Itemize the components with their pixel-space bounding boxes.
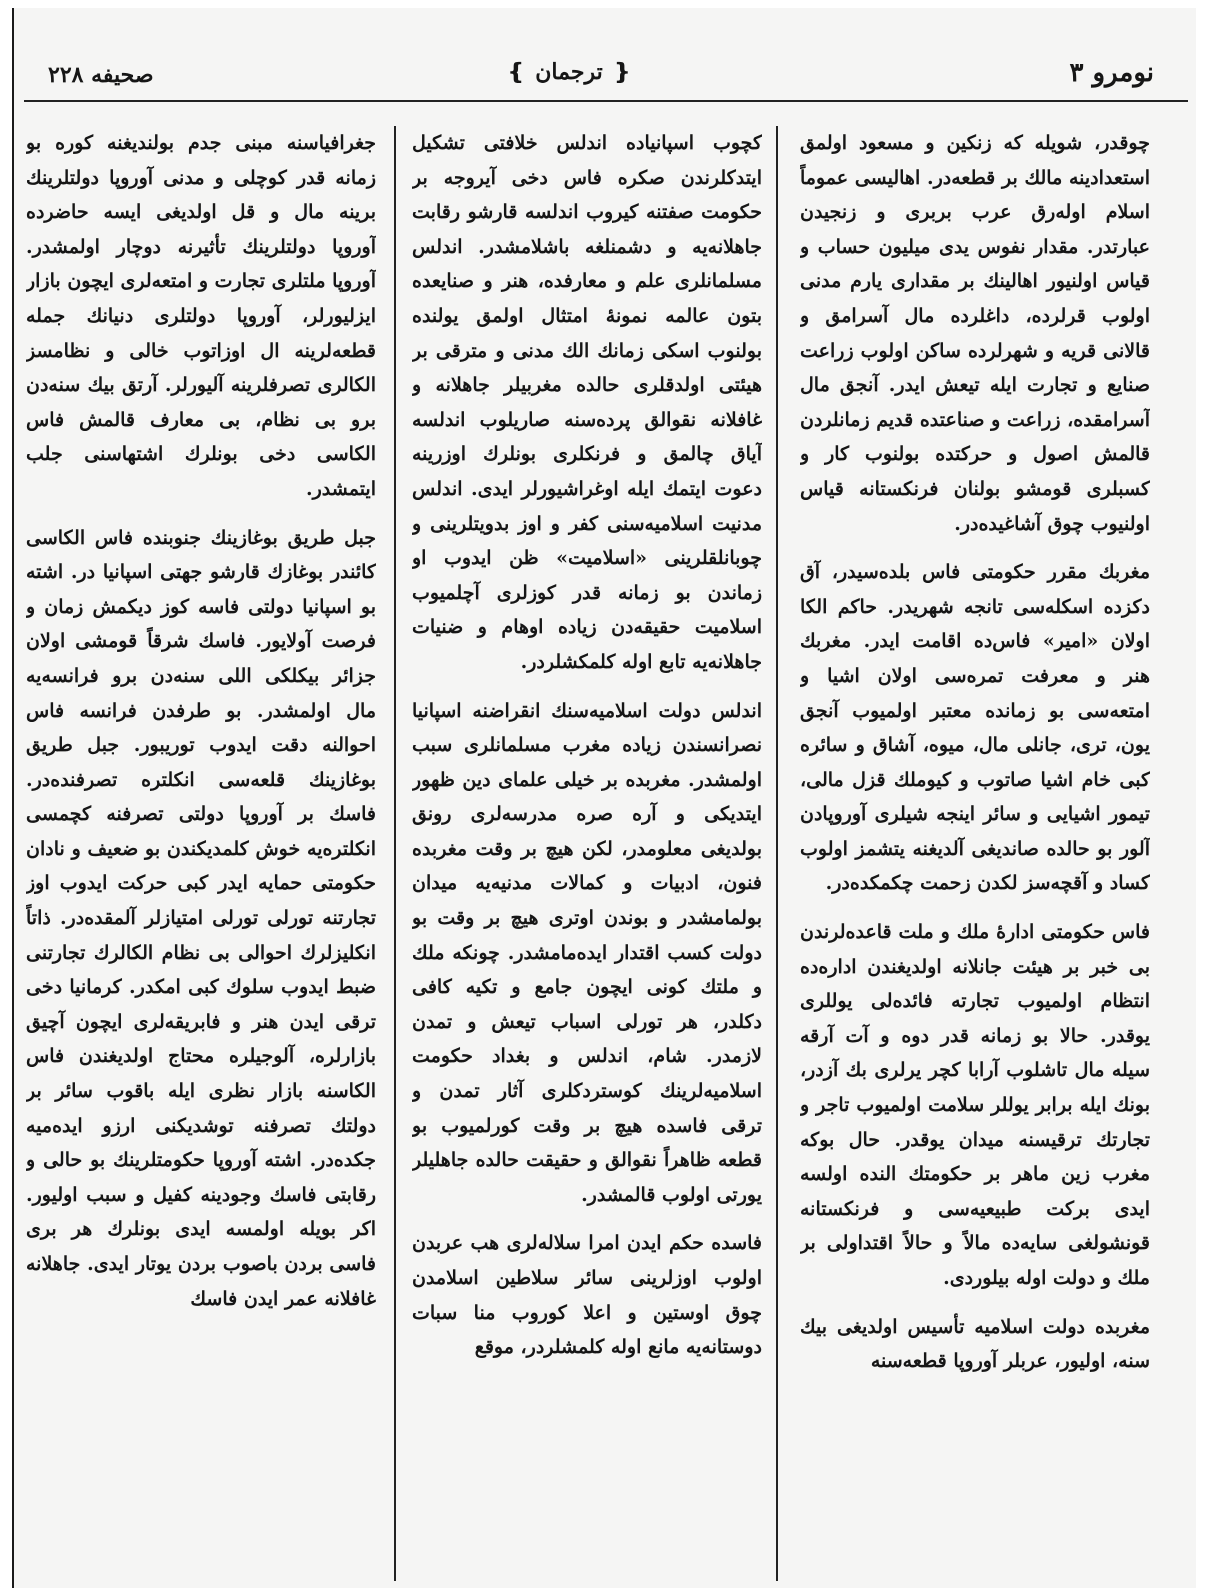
paragraph: جبل طریق بوغازینك جنوبنده فاس الکاسی کائندر بوغازك قارشو جهتی اسپانیا در. اشته بو اسپانیا دولتی فاسه کوز دیکمش زمان و فرصت آولایور. فاسك شرقاً قومشی اولان جزائر بیکلکی اللی سنه‌دن برو فرانسه‌یه مال اولمشدر. بو طرفدن فرانسه فاس احوالنه دقت ایدوب توریبور. جبل طریق بوغازینك قلعه‌سی انکلتره تصرفنده‌در. فاسك بر آوروپا دولتی تصرفنه کچمسی انکلتره‌یه خوش کلمدیکندن بو ضعیف و نادان حکومتی حمایه ایدر کبی حرکت ایدوب اوز تجارتنه تورلی تورلی امتیازلر آلمقده‌در. ذاتاً انکلیزلرك احوالی بی نظام الکالرك تجارتنی ضبط ایدوب سلوك کبی امکدر. کرمانیا دخی ترقی ایدن هنر و فابریقه‌لری ایچون آچیق بازارلره، آلوجیلره محتاج اولدیغندن فاس الکاسنه بازار نظری ایله باقوب سائر بر دولتك تصرفنه توشدیکنی ارزو ایده‌میه جکده‌در. اشته آوروپا حکومتلرینك بو حالی و رقابتی فاسك وجودینه کفیل و سبب اولیور. اکر بویله اولمسه ایدی بونلرك هر بری فاسی بردن باصوب بردن یوتار ایدی. جاهلانه غافلانه عمر ایدن فاسك	[26, 526, 376, 1310]
page-header	[14, 52, 1198, 102]
newspaper-page	[12, 8, 1196, 1588]
left-ornament-icon: ❴	[506, 59, 526, 85]
paragraph: مغربده دولت اسلامیه تأسیس اولدیغی بیك سنه، اولیور، عربلر آوروپا قطعه‌سنه	[800, 1315, 1150, 1373]
paragraph: فاسده حکم ایدن امرا سلاله‌لری هب عربدن اولوب اوزلرینی سائر سلاطین اسلامدن چوق اوستین و اعلا کوروب منا سبات دوستانه‌یه مانع اوله کلمشلردر، موقع	[412, 1232, 762, 1359]
column-middle	[412, 126, 762, 1581]
paragraph: کچوب اسپانیاده اندلس خلافتی تشکیل ایتدکلرندن صکره فاس دخی آیروجه بر حکومت صفتنه کیروب اندلسه قارشو رقابت جاهلانه‌یه و دشمنلغه باشلامشدر. اندلس مسلمانلری علم و معارفده، هنر و صنایعده بتون عالمه نمونهٔ امتثال اولمق یولنده بولنوب اسکی زمانك الك مدنی و مترقی بر هیئتی اولدقلری حالده مغربیلر جاهلانه و غافلانه نقوالق پرده‌سنه صاریلوب اندلسه آیاق چالمق و فرنکلری بونلرك اوزرینه دعوت ایتمك ایله اوغراشیورلر ایدی. اندلس مدنیت اسلامیه‌سنی کفر و اوز بدویتلرینی و چوبانلقلرینی «اسلامیت» ظن ایدوب او زماندن بو زمانه قدر کوزلری آچلمیوب اسلامیت حقیقه‌دن زیاده اوهام و ضنیات جاهلانه‌یه تابع اوله کلمکشلردر.	[412, 132, 762, 673]
paragraph: مغربك مقرر حکومتی فاس بلده‌سیدر، آق دکزده اسکله‌سی تانجه شهریدر. حاکم الکا اولان «امیر» فاس‌ده اقامت ایدر. مغربك هنر و معرفت تمره‌سی اولان اشیا و امتعه‌سی بو زمانده معتبر اولمیوب آنجق یون، تری، جانلی مال، میوه، آشاق و سائره کبی خام اشیا صاتوب و کیوملك قزل مالی، تیمور اشیایی و سائر اینجه شیلری آوروپادن آلور بو حالده صاندیغی آلدیغنه یتشمز اولوب کساد و آقچه‌سز لکدن زحمت چکمکده‌در.	[800, 561, 1150, 895]
paragraph: جغرافیاسنه مبنی جدم بولندیغنه کوره بو زمانه قدر کوچلی و مدنی آوروپا دولتلرینك برینه مال و قل اولدیغی ایسه حاضرده آوروپا دولتلرینك تأثیرنه دوچار اولمشدر. آوروپا ملتلری تجارت و امتعه‌لری ایچون بازار ایزلیورلر، آوروپا دولتلری دنیانك جمله قطعه‌لرینه ال اوزاتوب خالی و نظامسز الکالری تصرفلرینه آلیورلر. آرتق بیك سنه‌دن برو بی نظام، بی معارف قالمش فاس الکاسی دخی بونلرك اشتهاسنی جلب ایتمشدر.	[26, 132, 376, 500]
issue-number: نومرو ۳	[1069, 58, 1154, 88]
column-divider	[394, 126, 396, 1581]
right-ornament-icon: ❵	[612, 59, 632, 85]
masthead-title: ترجمان	[535, 59, 603, 85]
header-rule	[24, 100, 1188, 102]
paragraph: چوقدر، شویله که زنکین و مسعود اولمق استعدادینه مالك بر قطعه‌در. اهالیسی عموماً اسلام اوله‌رق عرب بربری و زنجیدن عبارتدر. مقدار نفوس یدی میلیون حساب و قیاس اولنیور اهالینك بر مقداری یارم مدنی اولوب قرلرده، داغلرده مال آسرامق و قالانی قریه و شهرلرده ساکن اولوب زراعت صنایع و تجارت ایله تیعش ایدر. آنجق مال آسرامقده، زراعت و صناعتده قدیم زمانلردن قالمش اصول و حرکتده بولنوب کار و کسبلری قومشو بولنان فرنکستانه قیاس اولنیوب چوق آشاغیده‌در.	[800, 132, 1150, 535]
column-divider	[776, 126, 778, 1581]
paragraph: اندلس دولت اسلامیه‌سنك انقراضنه اسپانیا نصرانسندن زیاده مغرب مسلمانلری سبب اولمشدر. مغربده بر خیلی علمای دین ظهور ایتدیکی و آره صره مدرسه‌لری رونق بولدیغی معلومدر، لکن هیچ بر وقت مغربده فنون، ادبیات و کمالات مدنیه‌یه میدان بولمامشدر و بوندن اوتری هیچ بر وقت بو دولت کسب اقتدار ایده‌مامشدر. چونکه ملك و ملتك کونی ایچون جامع و تکیه کافی دکلدر، هر تورلی اسباب تیعش و تمدن لازمدر. شام، اندلس و بغداد حکومت اسلامیه‌لرینك کوستردکلری آثار تمدن و ترقی فاسده هیچ بر وقت کورلمیوب بو قطعه ظاهراً نقوالق و حقیقت حالده جاهلیلر یورتی اولوب قالمشدر.	[412, 699, 762, 1206]
paragraph: فاس حکومتی ادارهٔ ملك و ملت قاعده‌لرندن بی خبر بر هیئت جانلانه اولدیغندن اداره‌ده انتظام اولمیوب تجارته فائده‌لی یوللری یوقدر. حالا بو زمانه قدر دوه و آت آرقه سیله مال تاشلوب آرابا کچر یرلری بك آزدر، بونك ایله برابر یوللر سلامت اولمیوب تاجر و تجارتك ترقیسنه میدان یوقدر. حال بوکه مغرب زین ماهر بر حکومتك النده اولسه ایدی برکت طبیعیه‌سی و فرنکستانه قونشولغی سایه‌ده مالاً و حالاً اقتداولی بر ملك و دولت اوله بیلوردی.	[800, 921, 1150, 1289]
masthead	[484, 52, 654, 92]
column-left	[26, 126, 376, 1581]
column-right	[800, 126, 1150, 1581]
page-number: صحیفه ۲۲۸	[48, 62, 154, 88]
